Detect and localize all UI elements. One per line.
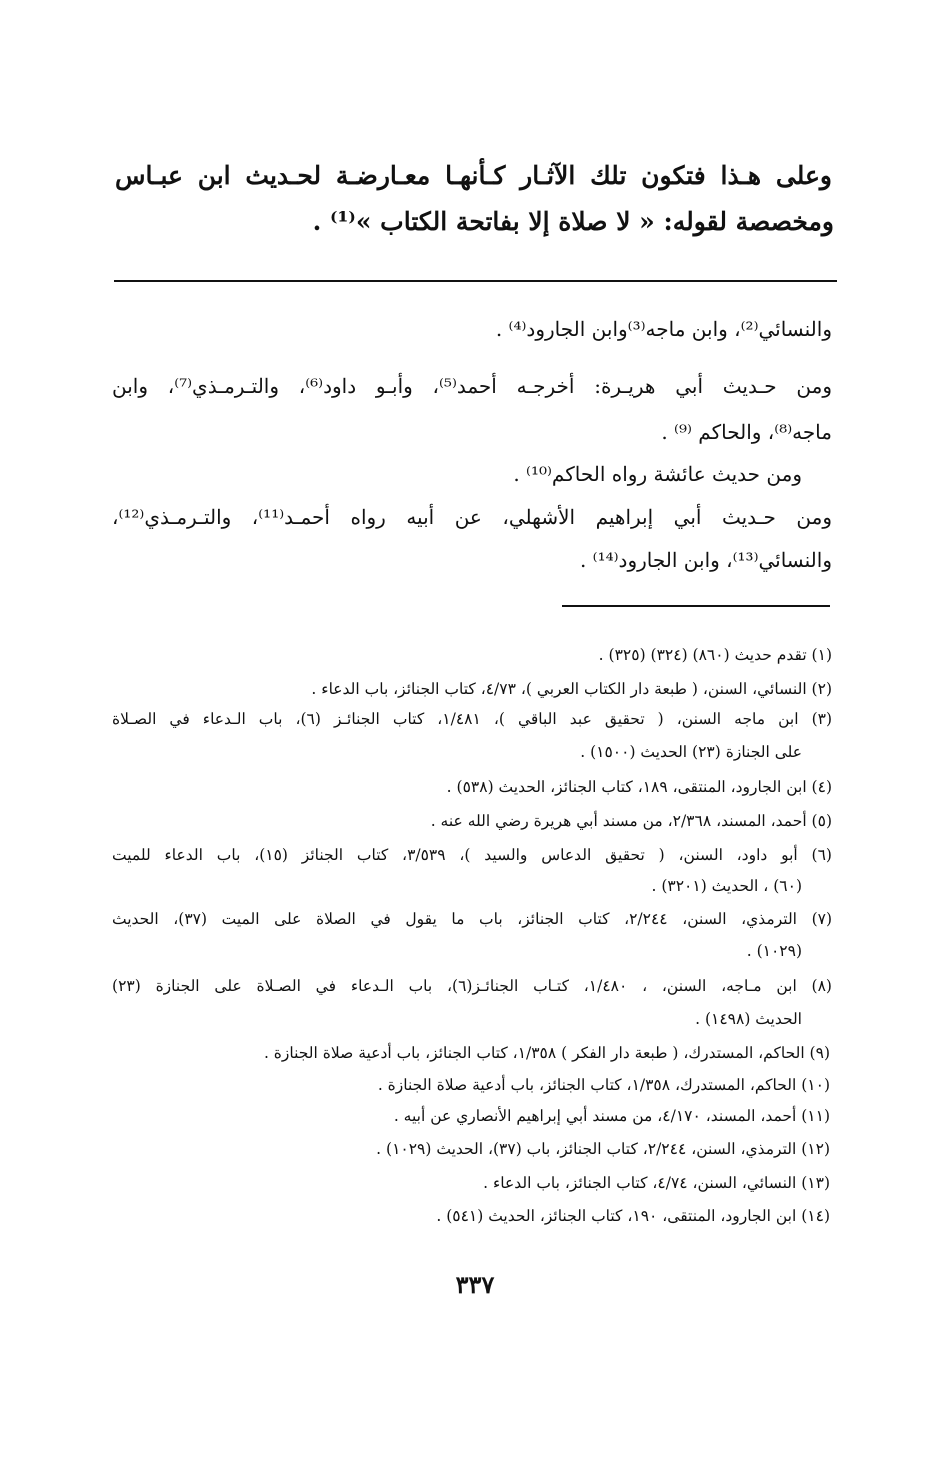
- section-divider: [114, 280, 837, 282]
- body-text-line-3: ماجه⁽⁸⁾، والحاكم ⁽⁹⁾ .: [661, 420, 832, 444]
- main-text-line-1: وعلى هـذا فتكون تلك الآثـار كـأنهـا معـارضـة لحـديث ابن عبـاس: [115, 161, 832, 190]
- page-number: ٣٣٧: [455, 1270, 495, 1299]
- body-text-line-1: والنسائي⁽²⁾، وابن ماجه⁽³⁾وابن الجارود⁽⁴⁾ .: [495, 317, 832, 341]
- body-text-line-6: والنسائي⁽¹³⁾، وابن الجارود⁽¹⁴⁾ .: [579, 548, 832, 572]
- footnote-7-line-2: (١٠٢٩) .: [746, 942, 802, 960]
- footnote-7-line-1: (٧) الترمذي، السنن، ٢/٢٤٤، كتاب الجنائز، باب ما يقول في الصلاة على الميت (٣٧)، الحديث: [112, 910, 833, 928]
- footnote-4: (٤) ابن الجارود، المنتقى، ١٨٩، كتاب الجنائز، الحديث (٥٣٨) .: [446, 778, 832, 796]
- footnote-8-line-2: الحديث (١٤٩٨) .: [695, 1010, 802, 1028]
- body-text-line-2: ومن حـديث أبي هريـرة: أخرجـه أحمد⁽⁵⁾، وأبـو داود⁽⁶⁾، والتـرمـذي⁽⁷⁾، وابن: [112, 374, 832, 398]
- footnote-6-line-1: (٦) أبو داود، السنن، ( تحقيق الدعاس والسيد )، ٣/٥٣٩، كتاب الجنائز (١٥)، باب الدعاء للميت: [112, 846, 832, 864]
- main-text-line-2: ومخصصة لقوله: « لا صلاة إلا بفاتحة الكتاب »⁽¹⁾ .: [312, 207, 834, 236]
- footnote-9: (٩) الحاكم، المستدرك، ( طبعة دار الفكر ) ١/٣٥٨، كتاب الجنائز، باب أدعية صلاة الجنازة .: [263, 1044, 830, 1062]
- footnote-12: (١٢) الترمذي، السنن، ٢/٢٤٤، كتاب الجنائز، باب (٣٧)، الحديث (١٠٢٩) .: [376, 1140, 830, 1158]
- footnote-8-line-1: (٨) ابن مـاجه، السنن، ، ١/٤٨٠، كتـاب الجنائـز(٦)، باب الـدعاء في الصـلاة على الجنازة (٢٣): [112, 977, 832, 995]
- footnote-11: (١١) أحمد، المسند، ٤/١٧٠، من مسند أبي إبراهيم الأنصاري عن أبيه .: [393, 1107, 830, 1125]
- footnote-2: (٢) النسائي، السنن، ( طبعة دار الكتاب العربي )، ٤/٧٣، كتاب الجنائز، باب الدعاء .: [311, 680, 832, 698]
- body-text-line-5: ومن حـديث أبي إبراهيم الأشهلي، عن أبيه رواه أحمـد⁽¹¹⁾، والتـرمـذي⁽¹²⁾،: [112, 505, 832, 529]
- footnote-14: (١٤) ابن الجارود، المنتقى، ١٩٠، كتاب الجنائز، الحديث (٥٤١) .: [436, 1207, 830, 1225]
- footnote-1: (١) تقدم حديث (٨٦٠) (٣٢٤) (٣٢٥) .: [598, 646, 832, 664]
- footnote-13: (١٣) النسائي، السنن، ٤/٧٤، كتاب الجنائز، باب الدعاء .: [483, 1174, 830, 1192]
- footnote-5: (٥) أحمد، المسند، ٢/٣٦٨، من مسند أبي هريرة رضي الله عنه .: [430, 812, 832, 830]
- footnote-divider: [562, 605, 830, 607]
- footnote-3-line-1: (٣) ابن ماجه السنن، ( تحقيق عبد الباقي )، ١/٤٨١، كتاب الجنائـز (٦)، باب الـدعاء في الصـلاة: [112, 710, 833, 728]
- footnote-3-line-2: على الجنازة (٢٣) الحديث (١٥٠٠) .: [580, 743, 802, 761]
- body-text-line-4: ومن حديث عائشة رواه الحاكم⁽¹⁰⁾ .: [513, 462, 802, 486]
- footnote-10: (١٠) الحاكم، المستدرك، ١/٣٥٨، كتاب الجنائز، باب أدعية صلاة الجنازة .: [377, 1076, 830, 1094]
- footnote-6-line-2: (٦٠) ، الحديث (٣٢٠١) .: [651, 877, 802, 895]
